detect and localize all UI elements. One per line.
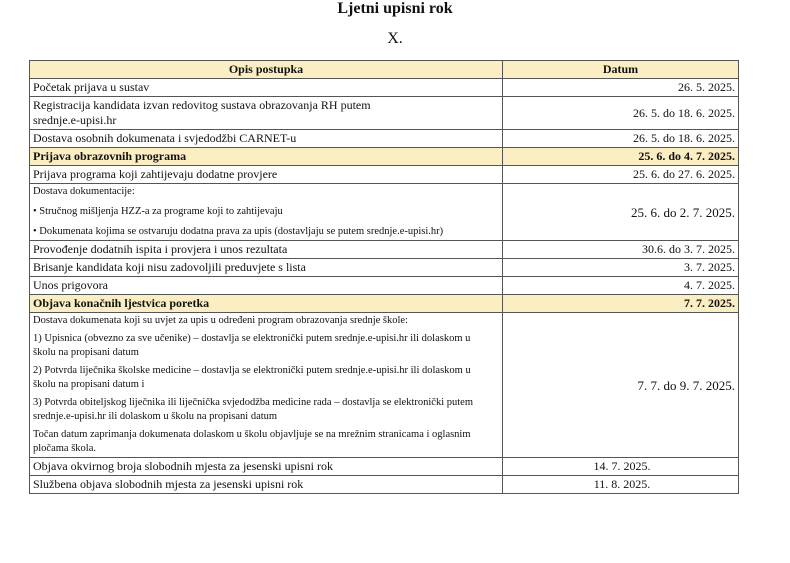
table-row (30, 166, 739, 184)
table-row (30, 313, 739, 458)
row-date: 26. 5. do 18. 6. 2025. (503, 97, 739, 130)
row-description-line: srednje.e-upisi.hr ili dolaskom u školu na propisani datum (33, 411, 278, 422)
row-description-line: pločama škola. (33, 443, 96, 454)
list-item: • Stručnog mišljenja HZZ-a za programe koji to zahtijevaju (33, 206, 283, 217)
table-row (30, 277, 739, 295)
row-description-line: srednje.e-upisi.hr (33, 113, 117, 127)
row-description: Prijava programa koji zahtijevaju dodatne provjere (30, 166, 503, 184)
row-date: 7. 7. 2025. (503, 295, 739, 313)
table-row (30, 476, 739, 494)
row-description: Unos prigovora (30, 277, 503, 295)
row-description-line: Točan datum zaprimanja dokumenata dolaskom u školu objavljuje se na mrežnim stranicama i oglasnim (33, 429, 471, 440)
row-description-line: Dostava dokumenata koji su uvjet za upis u određeni program obrazovanja srednje škole: (33, 315, 408, 326)
row-date: 11. 8. 2025. (503, 476, 739, 494)
header-description: Opis postupka (30, 61, 503, 79)
row-description-line: školu na propisani datum i (33, 379, 145, 390)
row-date: 7. 7. do 9. 7. 2025. (503, 313, 739, 458)
table-row (30, 259, 739, 277)
row-date: 4. 7. 2025. (503, 277, 739, 295)
row-description: Brisanje kandidata koji nisu zadovoljili preduvjete s lista (30, 259, 503, 277)
table-row-highlighted (30, 295, 739, 313)
row-date: 3. 7. 2025. (503, 259, 739, 277)
row-date: 30.6. do 3. 7. 2025. (503, 241, 739, 259)
table-row (30, 130, 739, 148)
row-description: Prijava obrazovnih programa (30, 148, 503, 166)
row-date: 26. 5. do 18. 6. 2025. (503, 130, 739, 148)
table-header-row (30, 61, 739, 79)
row-date: 25. 6. do 27. 6. 2025. (503, 166, 739, 184)
section-number: X. (387, 30, 403, 47)
schedule-table (29, 60, 739, 494)
row-description: Provođenje dodatnih ispita i provjera i unos rezultata (30, 241, 503, 259)
row-description: Početak prijava u sustav (30, 79, 503, 97)
row-date: 14. 7. 2025. (503, 458, 739, 476)
row-description (30, 97, 503, 130)
row-description: Dostava osobnih dokumenata i svjedodžbi CARNET-u (30, 130, 503, 148)
table-row (30, 184, 739, 241)
list-item: • Dokumenata kojima se ostvaruju dodatna prava za upis (dostavljaju se putem srednje.e-upisi.hr) (33, 226, 444, 237)
row-description-line: Registracija kandidata izvan redovitog sustava obrazovanja RH putem (33, 98, 371, 112)
row-description (30, 313, 503, 458)
row-description: Objava okvirnog broja slobodnih mjesta za jesenski upisni rok (30, 458, 503, 476)
header-date: Datum (503, 61, 739, 79)
table-row (30, 458, 739, 476)
row-description (30, 184, 503, 241)
table-row (30, 241, 739, 259)
document-title: Ljetni upisni rok (337, 0, 453, 17)
row-date: 25. 6. do 2. 7. 2025. (503, 184, 739, 241)
row-description-line: školu na propisani datum (33, 347, 139, 358)
row-description-line: 3) Potvrda obiteljskog liječnika ili liječnička svjedodžba medicine rada – dostavlja se elektronički putem (33, 397, 473, 408)
row-description: Objava konačnih ljestvica poretka (30, 295, 503, 313)
row-description: Službena objava slobodnih mjesta za jesenski upisni rok (30, 476, 503, 494)
table-row (30, 79, 739, 97)
row-date: 26. 5. 2025. (503, 79, 739, 97)
row-description-line: 1) Upisnica (obvezno za sve učenike) – dostavlja se elektronički putem srednje.e-upisi.hr ili dolaskom u (33, 333, 471, 344)
table-row-highlighted (30, 148, 739, 166)
row-description-line: Dostava dokumentacije: (33, 186, 135, 197)
row-date: 25. 6. do 4. 7. 2025. (503, 148, 739, 166)
row-description-line: 2) Potvrda liječnika školske medicine – dostavlja se elektronički putem srednje.e-upisi.hr ili dolaskom u (33, 365, 471, 376)
table-row (30, 97, 739, 130)
